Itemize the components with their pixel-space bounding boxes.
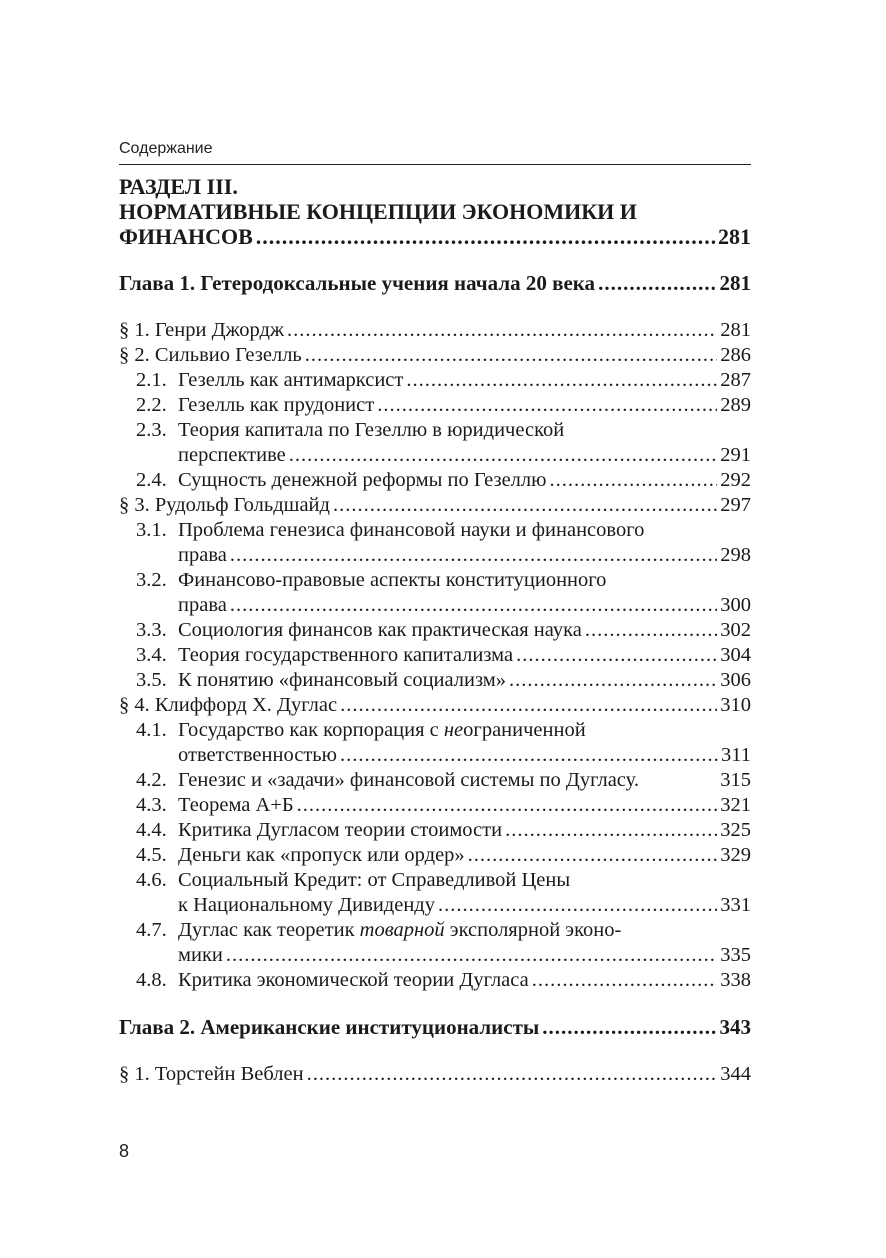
entry-title: Социология финансов как практическая наука bbox=[178, 619, 582, 641]
page-ref: 286 bbox=[720, 344, 751, 366]
dot-leader bbox=[585, 618, 717, 643]
toc-entry-p4[interactable] bbox=[119, 693, 751, 718]
toc-entry-3-2[interactable] bbox=[119, 568, 751, 593]
toc-entry-2-3-cont[interactable] bbox=[119, 443, 751, 468]
dot-leader bbox=[598, 271, 716, 296]
toc-entry-3-1[interactable] bbox=[119, 518, 751, 543]
page-ref: 302 bbox=[720, 619, 751, 641]
entry-title-cont: к Национальному Дивиденду bbox=[178, 894, 435, 916]
dot-leader bbox=[509, 668, 717, 693]
entry-title: Проблема генезиса финансовой науки и финансового bbox=[178, 519, 645, 541]
entry-number: § 3. bbox=[119, 494, 150, 516]
page-ref: 315 bbox=[720, 769, 751, 791]
page-ref: 311 bbox=[721, 744, 751, 766]
toc-entry-3-1-cont[interactable] bbox=[119, 543, 751, 568]
toc-entry-2-2[interactable] bbox=[119, 393, 751, 418]
page-ref: 329 bbox=[720, 844, 751, 866]
entry-title: Гезелль как антимарксист bbox=[178, 369, 404, 391]
entry-number: 4.4. bbox=[136, 819, 167, 841]
entry-title-cont: перспективе bbox=[178, 444, 286, 466]
entry-title: Сильвио Гезелль bbox=[154, 344, 302, 366]
toc-entry-4-1[interactable] bbox=[119, 718, 751, 743]
dot-leader bbox=[468, 843, 718, 868]
dot-leader bbox=[297, 793, 718, 818]
entry-number: 3.3. bbox=[136, 619, 167, 641]
toc-entry-4-2[interactable] bbox=[119, 768, 751, 793]
page-ref: 289 bbox=[720, 394, 751, 416]
toc-entry-4-6-cont[interactable] bbox=[119, 893, 751, 918]
toc-entry-3-5[interactable] bbox=[119, 668, 751, 693]
toc-entry-4-3[interactable] bbox=[119, 793, 751, 818]
page-ref: 287 bbox=[720, 369, 751, 391]
entry-title-cont: права bbox=[178, 594, 227, 616]
entry-title-cont: мики bbox=[178, 944, 223, 966]
chapter-title: Глава 2. Американские институционалисты bbox=[119, 1015, 540, 1039]
dot-leader bbox=[307, 1062, 718, 1087]
page-ref: 281 bbox=[718, 224, 751, 249]
entry-number: 4.6. bbox=[136, 869, 167, 891]
entry-title: Критика экономической теории Дугласа bbox=[178, 969, 529, 991]
entry-title: Теория капитала по Гезеллю в юридической bbox=[178, 419, 565, 441]
dot-leader bbox=[377, 393, 717, 418]
dot-leader bbox=[505, 818, 717, 843]
section-heading-line3: ФИНАНСОВ bbox=[119, 224, 253, 249]
entry-number: § 4. bbox=[119, 694, 150, 716]
toc-entry-2-4[interactable] bbox=[119, 468, 751, 493]
section-heading-entry[interactable] bbox=[119, 224, 751, 249]
dot-leader bbox=[340, 693, 717, 718]
entry-title: Дуглас как теоретик товарной эксполярной эконо- bbox=[178, 919, 622, 941]
entry-title: Клиффорд Х. Дуглас bbox=[154, 694, 338, 716]
chapter-title: Глава 1. Гетеродоксальные учения начала 20 века bbox=[119, 271, 596, 295]
entry-number: 4.2. bbox=[136, 769, 167, 791]
page-ref: 291 bbox=[720, 444, 751, 466]
chapter-1-entry[interactable] bbox=[119, 271, 751, 296]
dot-leader bbox=[532, 968, 718, 993]
entry-number: 4.3. bbox=[136, 794, 167, 816]
page-ref: 304 bbox=[720, 644, 751, 666]
toc-entry-4-5[interactable] bbox=[119, 843, 751, 868]
entry-title: Гезелль как прудонист bbox=[178, 394, 375, 416]
toc-entry-2-3[interactable] bbox=[119, 418, 751, 443]
entry-title: Деньги как «пропуск или ордер» bbox=[178, 844, 465, 866]
entry-number: § 2. bbox=[119, 344, 150, 366]
toc-entry-4-6[interactable] bbox=[119, 868, 751, 893]
toc-entry-4-7[interactable] bbox=[119, 918, 751, 943]
entry-title: Государство как корпорация с неограниченной bbox=[178, 719, 586, 741]
dot-leader bbox=[549, 468, 717, 493]
toc-entry-4-8[interactable] bbox=[119, 968, 751, 993]
section-heading-line2: НОРМАТИВНЫЕ КОНЦЕПЦИИ ЭКОНОМИКИ И bbox=[119, 199, 637, 224]
entry-number: § 1. bbox=[119, 319, 150, 341]
running-head: Содержание bbox=[119, 140, 213, 157]
table-of-contents bbox=[119, 174, 751, 1087]
page-ref: 310 bbox=[720, 694, 751, 716]
dot-leader bbox=[289, 443, 717, 468]
toc-entry-4-4[interactable] bbox=[119, 818, 751, 843]
entry-title: Торстейн Веблен bbox=[154, 1063, 304, 1085]
page-number: 8 bbox=[119, 1141, 130, 1161]
entry-title: Теория государственного капитализма bbox=[178, 644, 514, 666]
page-ref: 321 bbox=[720, 794, 751, 816]
toc-entry-3-3[interactable] bbox=[119, 618, 751, 643]
page-ref: 306 bbox=[720, 669, 751, 691]
page-ref: 281 bbox=[719, 271, 751, 295]
page-ref: 331 bbox=[720, 894, 751, 916]
page-ref: 344 bbox=[720, 1063, 751, 1085]
chapter-2-entry[interactable] bbox=[119, 1015, 751, 1040]
page-ref: 335 bbox=[720, 944, 751, 966]
entry-title-cont: права bbox=[178, 544, 227, 566]
section-heading-line1: РАЗДЕЛ III. bbox=[119, 174, 238, 199]
page-ref: 300 bbox=[720, 594, 751, 616]
dot-leader bbox=[230, 543, 717, 568]
entry-title-cont: ответственностью bbox=[178, 744, 337, 766]
page-ref: 343 bbox=[719, 1015, 751, 1039]
entry-number: 3.5. bbox=[136, 669, 167, 691]
dot-leader bbox=[287, 318, 717, 343]
entry-number: § 1. bbox=[119, 1063, 150, 1085]
page-ref: 297 bbox=[720, 494, 751, 516]
dot-leader bbox=[516, 643, 717, 668]
dot-leader bbox=[305, 343, 717, 368]
page-ref: 325 bbox=[720, 819, 751, 841]
toc-entry-p3[interactable] bbox=[119, 493, 751, 518]
toc-entry-p2[interactable] bbox=[119, 343, 751, 368]
entry-title: Социальный Кредит: от Справедливой Цены bbox=[178, 869, 571, 891]
header-rule bbox=[119, 164, 751, 165]
entry-number: 4.7. bbox=[136, 919, 167, 941]
entry-number: 4.5. bbox=[136, 844, 167, 866]
page-ref: 281 bbox=[720, 319, 751, 341]
entry-number: 2.3. bbox=[136, 419, 167, 441]
dot-leader bbox=[438, 893, 717, 918]
dot-leader bbox=[542, 1015, 716, 1040]
toc-entry-2-1[interactable] bbox=[119, 368, 751, 393]
dot-leader bbox=[230, 593, 717, 618]
entry-title: Сущность денежной реформы по Гезеллю bbox=[178, 469, 547, 491]
entry-number: 2.4. bbox=[136, 469, 167, 491]
entry-title: Рудольф Гольдшайд bbox=[154, 494, 330, 516]
entry-title: Генезис и «задачи» финансовой системы по Дугласу. bbox=[178, 769, 639, 791]
dot-leader bbox=[226, 943, 717, 968]
entry-title: Генри Джордж bbox=[154, 319, 285, 341]
entry-number: 2.2. bbox=[136, 394, 167, 416]
entry-title: Теорема А+Б bbox=[178, 794, 294, 816]
dot-leader bbox=[406, 368, 717, 393]
toc-entry-4-7-cont[interactable] bbox=[119, 943, 751, 968]
entry-number: 4.1. bbox=[136, 719, 167, 741]
entry-number: 3.2. bbox=[136, 569, 167, 591]
dot-leader bbox=[333, 493, 717, 518]
entry-number: 4.8. bbox=[136, 969, 167, 991]
toc-entry-p1[interactable] bbox=[119, 318, 751, 343]
toc-entry-3-4[interactable] bbox=[119, 643, 751, 668]
entry-number: 3.4. bbox=[136, 644, 167, 666]
toc-entry-4-1-cont[interactable] bbox=[119, 743, 751, 768]
entry-number: 2.1. bbox=[136, 369, 167, 391]
toc-entry-c2-p1[interactable] bbox=[119, 1062, 751, 1087]
entry-number: 3.1. bbox=[136, 519, 167, 541]
entry-title: К понятию «финансовый социализм» bbox=[178, 669, 507, 691]
dot-leader bbox=[340, 743, 718, 768]
dot-leader bbox=[256, 224, 715, 249]
page-ref: 338 bbox=[720, 969, 751, 991]
page-ref: 292 bbox=[720, 469, 751, 491]
toc-entry-3-2-cont[interactable] bbox=[119, 593, 751, 618]
entry-title: Финансово-правовые аспекты конституционного bbox=[178, 569, 607, 591]
entry-title: Критика Дугласом теории стоимости bbox=[178, 819, 503, 841]
page-ref: 298 bbox=[720, 544, 751, 566]
